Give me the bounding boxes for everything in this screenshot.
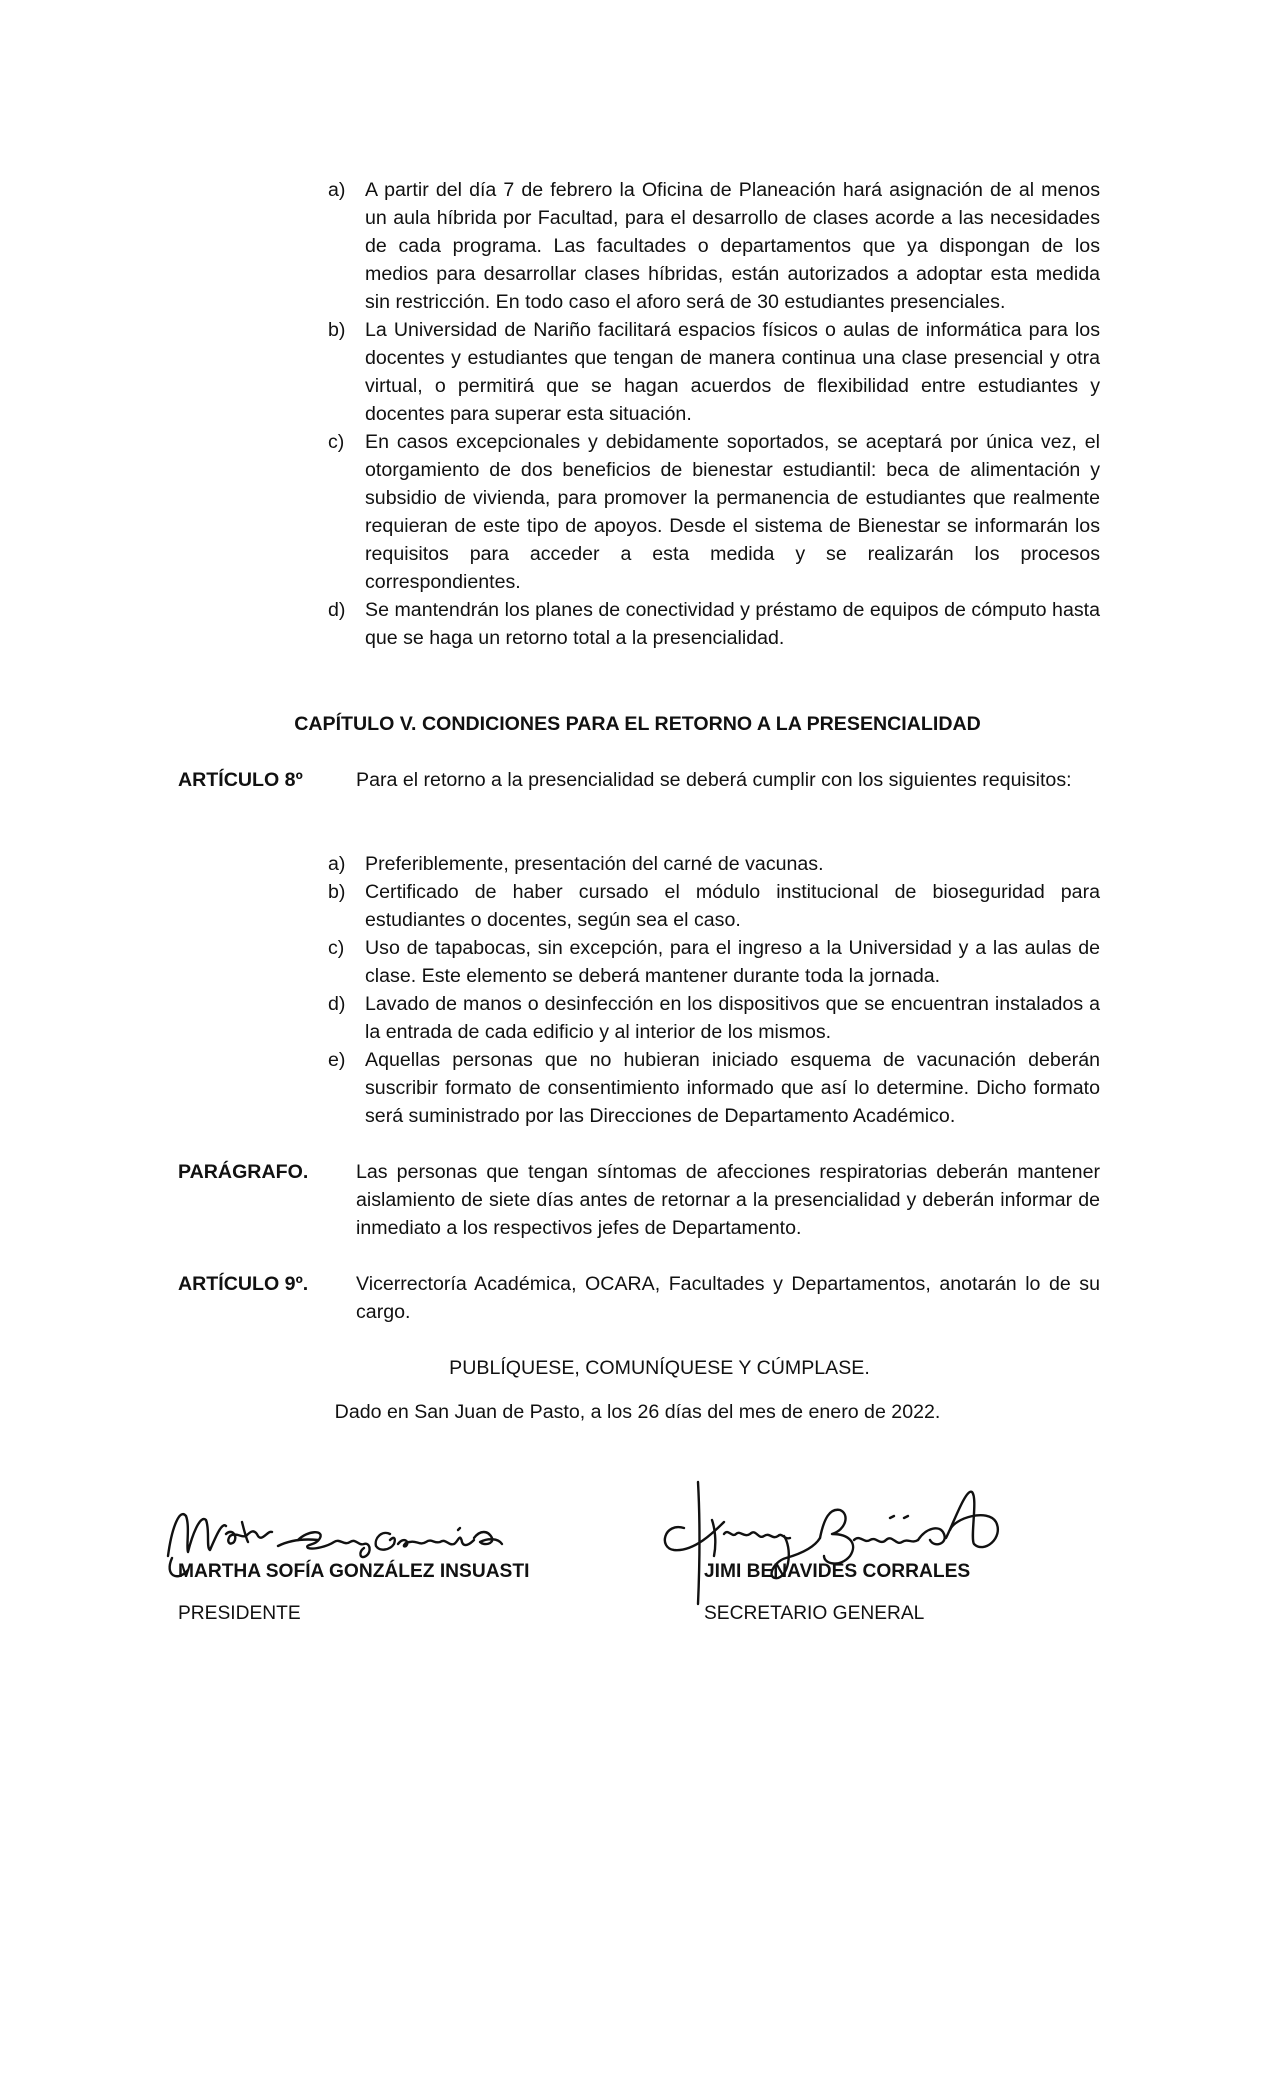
article-8 (178, 766, 1100, 794)
given-date-line: Dado en San Juan de Pasto, a los 26 días del mes de enero de 2022. (334, 1401, 941, 1423)
list-item-text: Se mantendrán los planes de conectividad y préstamo de equipos de cómputo hasta que se haga un retorno total a la presencialidad. (365, 599, 1100, 649)
publish-line: PUBLÍQUESE, COMUNÍQUESE Y CÚMPLASE. (449, 1357, 870, 1379)
list-item-text: A partir del día 7 de febrero la Oficina de Planeación hará asignación de al menos un aula híbrida por Facultad, para el desarrollo de clases acorde a las necesidades de cada programa. Las facultades o departamentos que ya dispongan de los medios para desarrollar clases híbridas, están autorizados a adoptar esta medida sin restricción. En todo caso el aforo será de 30 estudiantes presenciales. (365, 179, 1100, 313)
list-item-text: Lavado de manos o desinfección en los dispositivos que se encuentran instalados a la entrada de cada edificio y al interior de los mismos. (365, 993, 1100, 1043)
list-item-label: d) (328, 993, 346, 1015)
list-item-text: En casos excepcionales y debidamente soportados, se aceptará por única vez, el otorgamiento de dos beneficios de bienestar estudiantil: beca de alimentación y subsidio de vivienda, para promover la permanencia de estudiantes que realmente requieran de este tipo de apoyos. Desde el sistema de Bienestar se informarán los requisitos para acceder a esta medida y se realizarán los procesos correspondientes. (365, 431, 1100, 593)
list-item-text: Preferiblemente, presentación del carné de vacunas. (365, 853, 824, 875)
list-item (328, 990, 1100, 1046)
article-9 (178, 1270, 1100, 1326)
list-item-label: c) (328, 431, 345, 453)
measures-list (328, 176, 1100, 652)
list-item-text: La Universidad de Nariño facilitará espacios físicos o aulas de informática para los docentes y estudiantes que tengan de manera continua una clase presencial y otra virtual, o permitirá que se hagan acuerdos de flexibilidad entre estudiantes y docentes para superar esta situación. (365, 319, 1100, 425)
article-9-label: ARTÍCULO 9º. (178, 1273, 309, 1295)
signer-role: SECRETARIO GENERAL (704, 1603, 925, 1624)
list-item (328, 428, 1100, 596)
list-item-label: d) (328, 599, 346, 621)
list-item-text: Aquellas personas que no hubieran iniciado esquema de vacunación deberán suscribir formato de consentimiento informado que así lo determine. Dicho formato será suministrado por las Direcciones de Departamento Académico. (365, 1049, 1100, 1127)
list-item-label: c) (328, 937, 345, 959)
article-8-label: ARTÍCULO 8º (178, 769, 303, 791)
list-item (328, 1046, 1100, 1130)
signer-role: PRESIDENTE (178, 1603, 301, 1624)
paragrafo-label: PARÁGRAFO. (178, 1161, 309, 1183)
list-item-label: b) (328, 881, 346, 903)
list-item-label: e) (328, 1049, 346, 1071)
list-item (328, 934, 1100, 990)
list-item-label: a) (328, 853, 346, 875)
requirements-list (328, 850, 1100, 1130)
signature-block-right (704, 1560, 970, 1626)
list-item (328, 850, 1100, 878)
list-item (328, 878, 1100, 934)
list-item-label: b) (328, 319, 346, 341)
article-9-text: Vicerrectoría Académica, OCARA, Facultades y Departamentos, anotarán lo de su cargo. (356, 1273, 1100, 1323)
list-item (328, 596, 1100, 652)
signature-block-left (178, 1560, 529, 1626)
list-item-text: Uso de tapabocas, sin excepción, para el ingreso a la Universidad y a las aulas de clase. Este elemento se deberá mantener durante toda la jornada. (365, 937, 1100, 987)
list-item-text: Certificado de haber cursado el módulo institucional de bioseguridad para estudiantes o docentes, según sea el caso. (365, 881, 1100, 931)
paragrafo-text: Las personas que tengan síntomas de afecciones respiratorias deberán mantener aislamiento de siete días antes de retornar a la presencialidad y deberán informar de inmediato a los respectivos jefes de Departamento. (356, 1161, 1100, 1239)
article-8-text: Para el retorno a la presencialidad se deberá cumplir con los siguientes requisitos: (356, 769, 1072, 791)
list-item-label: a) (328, 179, 346, 201)
signer-name: JIMI BENAVIDES CORRALES (704, 1561, 971, 1582)
paragrafo (178, 1158, 1100, 1242)
signer-name: MARTHA SOFÍA GONZÁLEZ INSUASTI (178, 1561, 530, 1582)
list-item (328, 176, 1100, 316)
list-item (328, 316, 1100, 428)
chapter-title: CAPÍTULO V. CONDICIONES PARA EL RETORNO A LA PRESENCIALIDAD (294, 713, 981, 735)
